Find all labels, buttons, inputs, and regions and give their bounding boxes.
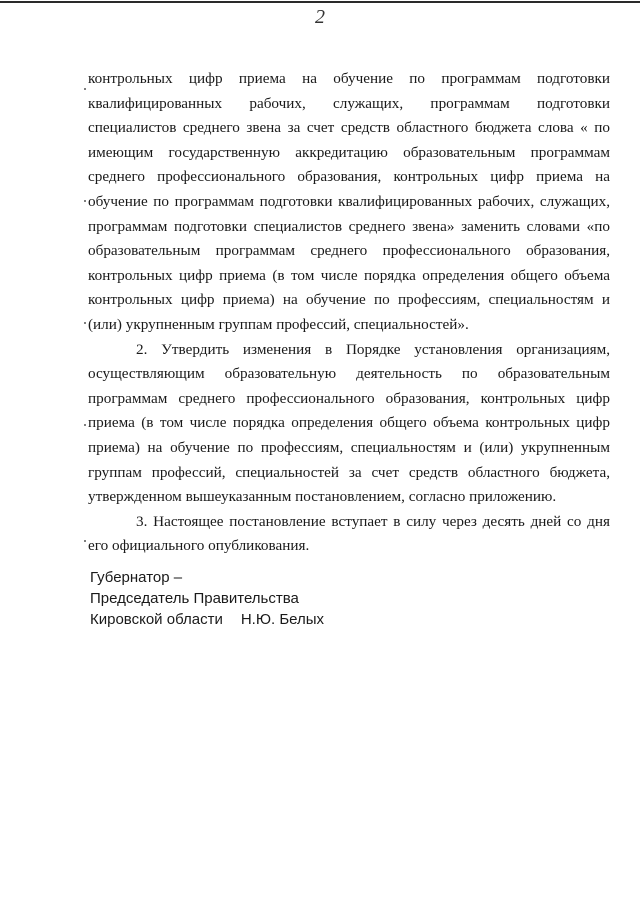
text-line: утвержденном вышеуказанным постановлением, согласно приложению. bbox=[88, 488, 557, 506]
text-line: программам среднего профессионального образования, контрольных цифр bbox=[88, 389, 610, 407]
text-line: приема) на обучение по профессиям, специальностям и (или) укрупненным bbox=[88, 438, 610, 456]
region-label: Кировской области bbox=[90, 611, 223, 628]
text-line: осуществляющим образовательную деятельность по образовательным bbox=[88, 365, 610, 383]
signatory-name: Н.Ю. Белых bbox=[240, 611, 325, 628]
text-line: контрольных цифр приема на обучение по программам подготовки bbox=[88, 70, 610, 87]
paragraph-2 bbox=[88, 338, 610, 510]
text-line: (или) укрупненным группам профессий, специальностей». bbox=[88, 315, 469, 333]
text-line: обучение по программам подготовки квалифицированных рабочих, служащих, bbox=[88, 192, 610, 210]
text-line: 2. Утвердить изменения в Порядке установления организациям, bbox=[136, 340, 610, 358]
scan-speck bbox=[84, 88, 86, 90]
scan-speck bbox=[84, 424, 86, 426]
page-number: 2 bbox=[315, 6, 325, 28]
text-line: контрольных цифр приема) на обучение по профессиям, специальностям и bbox=[88, 291, 610, 309]
text-line: контрольных цифр приема (в том числе порядка определения общего объема bbox=[88, 266, 610, 284]
signatory-title-line-1: Губернатор – bbox=[90, 569, 183, 586]
text-line: среднего профессионального образования, контрольных цифр приема на bbox=[88, 168, 610, 186]
signature-block bbox=[90, 567, 324, 630]
scan-speck bbox=[84, 322, 86, 324]
document-body bbox=[88, 67, 610, 559]
scan-speck bbox=[84, 200, 86, 202]
text-line: его официального опубликования. bbox=[88, 537, 310, 555]
text-line: образовательным программам среднего профессионального образования, bbox=[88, 242, 610, 260]
text-line: имеющим государственную аккредитацию образовательным программам bbox=[88, 143, 610, 161]
text-line: программам подготовки специалистов среднего звена» заменить словами «по bbox=[88, 217, 610, 235]
signatory-title-line-2: Председатель Правительства bbox=[90, 590, 299, 607]
text-line: специалистов среднего звена за счет средств областного бюджета слова « по bbox=[88, 119, 610, 137]
text-line: группам профессий, специальностей за счет средств областного бюджета, bbox=[88, 463, 610, 481]
text-line: приема (в том числе порядка определения общего объема контрольных цифр bbox=[88, 414, 610, 432]
paragraph-3 bbox=[88, 510, 610, 559]
text-line: квалифицированных рабочих, служащих, программам подготовки bbox=[88, 94, 610, 112]
scan-speck bbox=[84, 540, 86, 542]
paragraph-1 bbox=[88, 67, 610, 338]
top-border-line bbox=[0, 1, 640, 3]
signatory-title-line-3 bbox=[90, 609, 324, 630]
text-line: 3. Настоящее постановление вступает в силу через десять дней со дня bbox=[136, 512, 610, 530]
